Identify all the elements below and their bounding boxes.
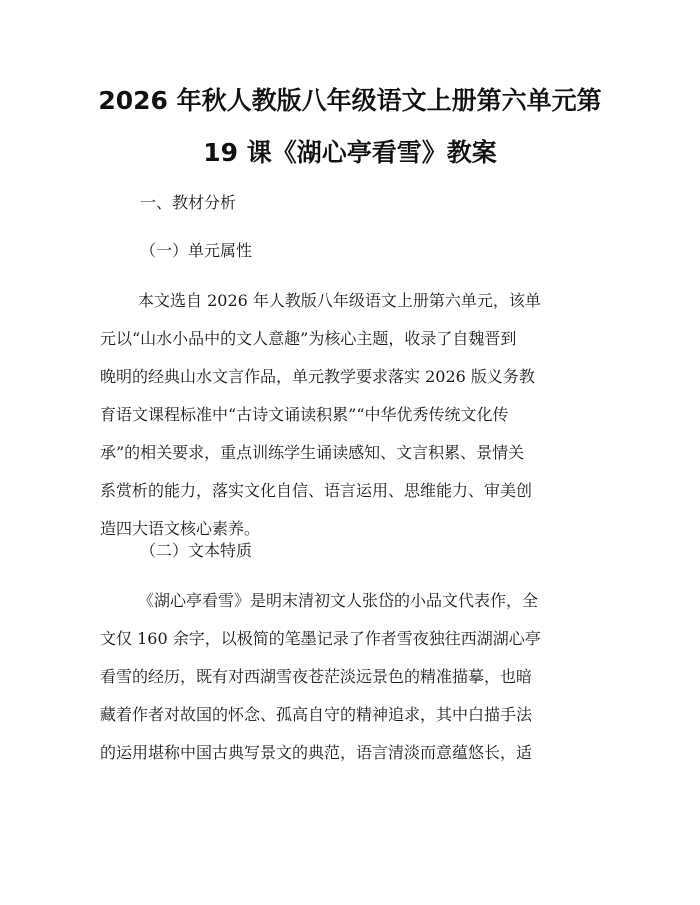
paragraph-line: 系赏析的能力，落实文化自信、语言运用、思维能力、审美创 — [100, 481, 533, 500]
subsection-heading-unit-attributes: （一）单元属性 — [140, 241, 253, 260]
document-title-line-1: 2026 年秋人教版八年级语文上册第六单元第 — [98, 86, 602, 115]
paragraph-unit-attributes — [100, 282, 600, 548]
subsection-heading-text-features: （二）文本特质 — [140, 541, 253, 560]
paragraph-line: 晚明的经典山水文言作品，单元教学要求落实 2026 版义务教 — [100, 367, 535, 386]
paragraph-line: 育语文课程标准中“古诗文诵读积累”“中华优秀传统文化传 — [100, 405, 509, 424]
paragraph-line: 藏着作者对故国的怀念、孤高自守的精神追求，其中白描手法 — [100, 705, 533, 724]
paragraph-text-features — [100, 582, 600, 772]
paragraph-line: 元以“山水小品中的文人意趣”为核心主题，收录了自魏晋到 — [100, 329, 517, 348]
paragraph-line: 《湖心亭看雪》是明末清初文人张岱的小品文代表作，全 — [138, 591, 539, 610]
paragraph-line: 承”的相关要求，重点训练学生诵读感知、文言积累、景情关 — [100, 443, 525, 462]
paragraph-line: 的运用堪称中国古典写景文的典范，语言清淡而意蕴悠长，适 — [100, 743, 533, 762]
paragraph-line: 造四大语文核心素养。 — [100, 519, 261, 538]
paragraph-line: 文仅 160 余字，以极简的笔墨记录了作者雪夜独往西湖湖心亭 — [100, 629, 541, 648]
paragraph-line: 看雪的经历，既有对西湖雪夜苍茫淡远景色的精准描摹，也暗 — [100, 667, 533, 686]
section-heading-textbook-analysis: 一、教材分析 — [140, 193, 237, 212]
paragraph-line: 本文选自 2026 年人教版八年级语文上册第六单元，该单 — [138, 291, 541, 310]
document-title-line-2: 19 课《湖心亭看雪》教案 — [203, 138, 497, 167]
